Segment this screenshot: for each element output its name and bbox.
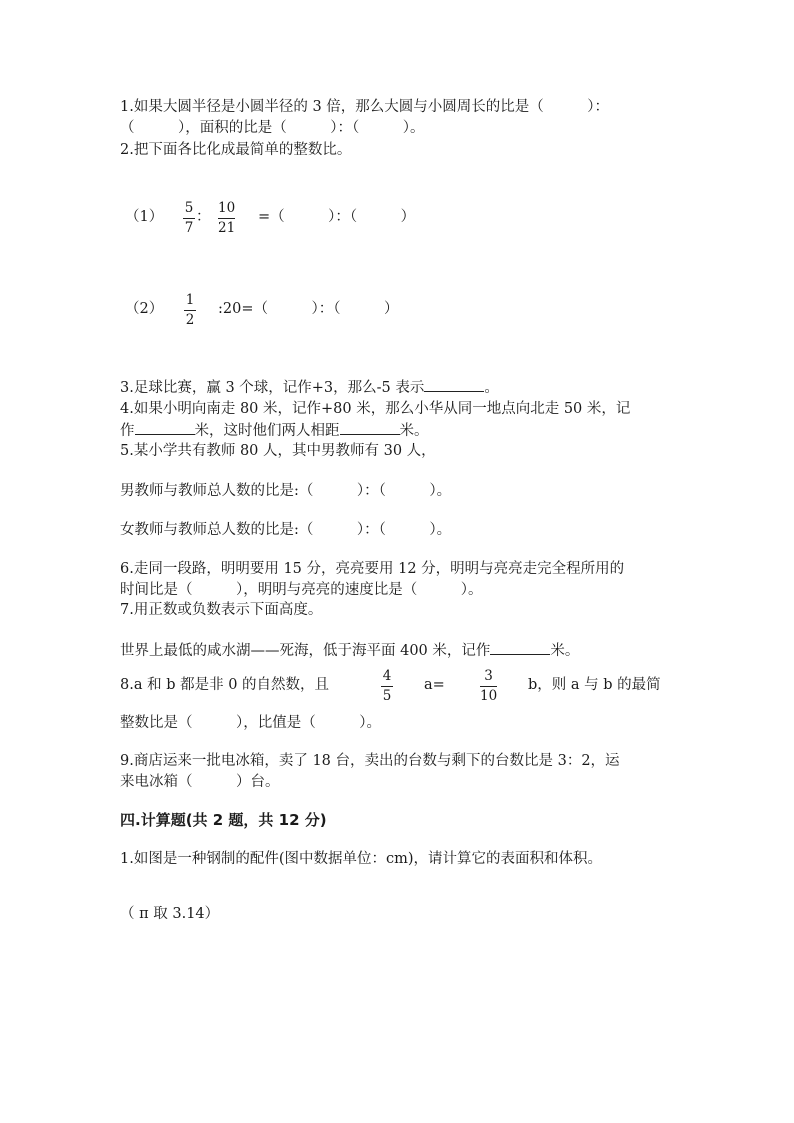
fraction-bar — [218, 218, 235, 219]
q9-line2: 来电冰箱（ ）台。 — [120, 774, 280, 790]
q4-line2 — [120, 421, 429, 440]
q2-part1-fraction-1 — [183, 201, 195, 236]
q8-text-b: a= — [424, 677, 445, 693]
q7-line1: 7.用正数或负数表示下面高度。 — [120, 602, 323, 618]
q9-line1: 9.商店运来一批电冰箱，卖了 18 台，卖出的台数与剩下的台数比是 3：2，运 — [120, 753, 620, 769]
q3-end: 。 — [484, 380, 499, 396]
fraction-denominator: 7 — [184, 220, 194, 236]
fraction-denominator: 5 — [382, 688, 392, 704]
q5-line2: 男教师与教师总人数的比是:（ ）：（ ）。 — [120, 483, 452, 499]
q4-text-a: 作 — [120, 423, 135, 439]
q8-fraction-1 — [381, 669, 393, 704]
fraction-bar — [184, 310, 196, 311]
answer-blank[interactable] — [135, 421, 195, 435]
fraction-numerator: 10 — [218, 200, 236, 216]
fraction-numerator: 1 — [185, 292, 195, 308]
q7-line2 — [120, 641, 579, 660]
fraction-denominator: 10 — [480, 688, 498, 704]
q4-text-b: 米，这时他们两人相距 — [194, 423, 340, 439]
fraction-denominator: 2 — [185, 312, 195, 328]
fraction-numerator: 5 — [184, 200, 194, 216]
section4-note: （ π 取 3.14） — [120, 906, 220, 922]
answer-blank[interactable] — [424, 378, 484, 392]
q3-text: 3.足球比赛，赢 3 个球，记作+3，那么-5 表示 — [120, 380, 425, 396]
answer-blank[interactable] — [490, 641, 550, 655]
q2-part2-label: （2） — [125, 301, 164, 317]
q8-text-a: 8.a 和 b 都是非 0 的自然数，且 — [120, 677, 330, 693]
q4-line1: 4.如果小明向南走 80 米，记作+80 米，那么小华从同一地点向北走 50 米，记 — [120, 401, 631, 417]
q1-line2: （ ），面积的比是（ ）：（ ）。 — [120, 120, 425, 136]
q2-part2-answer: :20=（ ）：（ ） — [218, 301, 399, 317]
section4-q1: 1.如图是一种钢制的配件(图中数据单位：cm)，请计算它的表面积和体积。 — [120, 851, 603, 867]
fraction-denominator: 21 — [218, 220, 236, 236]
section-heading: 四.计算题(共 2 题，共 12 分) — [120, 811, 327, 829]
q5-line3: 女教师与教师总人数的比是:（ ）：（ ）。 — [120, 522, 452, 538]
q2-part1-label: （1） — [125, 209, 164, 225]
q7-text: 世界上最低的咸水湖——死海，低于海平面 400 米，记作 — [120, 643, 491, 659]
answer-blank[interactable] — [340, 421, 400, 435]
q8-fraction-2 — [480, 669, 497, 704]
q4-text-c: 米。 — [399, 423, 429, 439]
q5-line1: 5.某小学共有教师 80 人，其中男教师有 30 人， — [120, 443, 436, 459]
q3-line — [120, 378, 499, 397]
q8-line2: 整数比是（ ），比值是（ ）。 — [120, 715, 381, 731]
q7-end: 米。 — [550, 643, 580, 659]
fraction-bar — [381, 686, 393, 687]
fraction-bar — [480, 686, 497, 687]
q2-part2-fraction — [184, 293, 196, 328]
q2-part1-fraction-2 — [218, 201, 235, 236]
q1-line1: 1.如果大圆半径是小圆半径的 3 倍，那么大圆与小圆周长的比是（ ）： — [120, 99, 610, 115]
fraction-bar — [183, 218, 195, 219]
q6-line2: 时间比是（ ），明明与亮亮的速度比是（ ）。 — [120, 582, 483, 598]
q8-text-c: b，则 a 与 b 的最简 — [528, 677, 661, 693]
q2-part1-answer: =（ ）：（ ） — [258, 209, 416, 225]
q6-line1: 6.走同一段路，明明要用 15 分，亮亮要用 12 分，明明与亮亮走完全程所用的 — [120, 561, 625, 577]
fraction-numerator: 4 — [382, 668, 392, 684]
q2-title: 2.把下面各比化成最简单的整数比。 — [120, 142, 352, 158]
fraction-numerator: 3 — [484, 668, 493, 684]
q2-part1-colon: ： — [196, 209, 211, 225]
